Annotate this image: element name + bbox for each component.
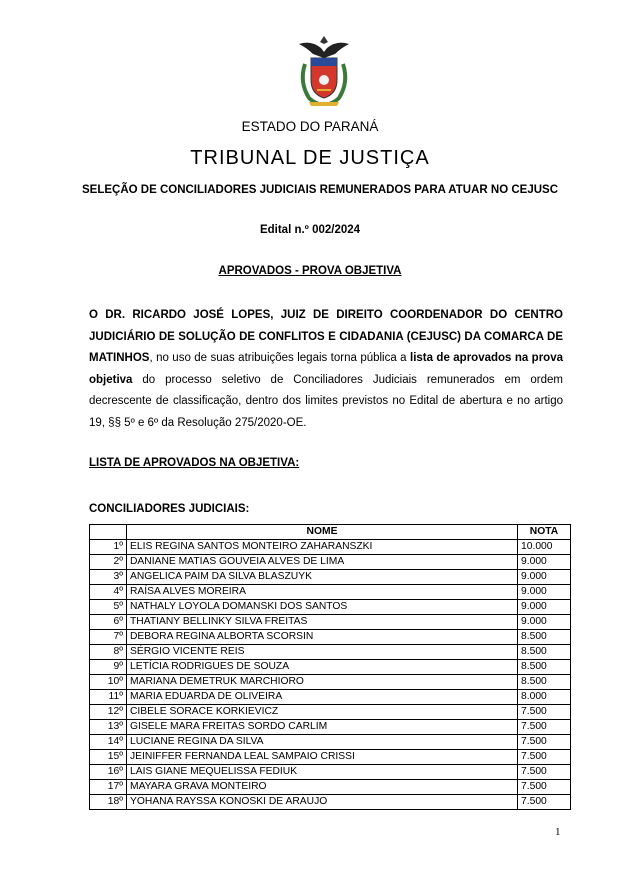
name-cell: MARIA EDUARDA DE OLIVEIRA <box>127 690 518 705</box>
rank-cell: 15º <box>90 750 127 765</box>
name-cell: JEINIFFER FERNANDA LEAL SAMPAIO CRISSI <box>127 750 518 765</box>
rank-cell: 10º <box>90 675 127 690</box>
edital-number: Edital n.º 002/2024 <box>259 224 361 236</box>
table-row <box>90 600 571 615</box>
score-cell: 8.500 <box>518 630 571 645</box>
judge-intro: O DR. RICARDO JOSÉ LOPES, JUIZ DE DIREITO COORDENADOR DO CENTRO JUDICIÁRIO DE SOLUÇÃO DE CONFLITOS E CIDADANIA (CEJUSC) DA COMARCA DE MATINHOS <box>89 309 563 365</box>
parana-coat-of-arms-logo <box>295 34 353 108</box>
list-heading: LISTA DE APROVADOS NA OBJETIVA: <box>89 457 300 469</box>
name-cell: LAIS GIANE MEQUELISSA FEDIUK <box>127 765 518 780</box>
rank-cell: 9º <box>90 660 127 675</box>
table-row <box>90 735 571 750</box>
name-cell: NATHALY LOYOLA DOMANSKI DOS SANTOS <box>127 600 518 615</box>
score-cell: 8.500 <box>518 660 571 675</box>
name-cell: ELIS REGINA SANTOS MONTEIRO ZAHARANSZKI <box>127 540 518 555</box>
name-cell: MARIANA DEMETRUK MARCHIORO <box>127 675 518 690</box>
table-row <box>90 690 571 705</box>
table-row <box>90 720 571 735</box>
score-cell: 8.500 <box>518 645 571 660</box>
rank-cell: 8º <box>90 645 127 660</box>
table-row <box>90 795 571 810</box>
conciliators-heading: CONCILIADORES JUDICIAIS: <box>89 503 250 515</box>
name-cell: YOHANA RAYSSA KONOSKI DE ARAUJO <box>127 795 518 810</box>
score-cell: 10.000 <box>518 540 571 555</box>
table-row <box>90 615 571 630</box>
paragraph-text-2: do processo seletivo de Conciliadores Judiciais remunerados em ordem decrescente de classificação, dentro dos limites previstos no Edital de abertura e no artigo 19, §§ 5º e 6º da Resolução 275/2020-OE. <box>89 373 563 429</box>
score-cell: 9.000 <box>518 615 571 630</box>
score-cell: 7.500 <box>518 750 571 765</box>
rank-cell: 12º <box>90 705 127 720</box>
table-row <box>90 555 571 570</box>
name-cell: LUCIANE REGINA DA SILVA <box>127 735 518 750</box>
name-cell: RAÍSA ALVES MOREIRA <box>127 585 518 600</box>
name-cell: DANIANE MATIAS GOUVEIA ALVES DE LIMA <box>127 555 518 570</box>
rank-cell: 2º <box>90 555 127 570</box>
paragraph-text-1: , no uso de suas atribuições legais torna pública a <box>149 352 410 365</box>
rank-cell: 17º <box>90 780 127 795</box>
approved-table <box>89 524 571 810</box>
rank-cell: 3º <box>90 570 127 585</box>
score-cell: 8.000 <box>518 690 571 705</box>
score-header: NOTA <box>518 525 571 540</box>
rank-cell: 7º <box>90 630 127 645</box>
score-cell: 7.500 <box>518 780 571 795</box>
score-cell: 9.000 <box>518 555 571 570</box>
rank-cell: 11º <box>90 690 127 705</box>
rank-cell: 5º <box>90 600 127 615</box>
table-row <box>90 540 571 555</box>
rank-cell: 4º <box>90 585 127 600</box>
table-row <box>90 570 571 585</box>
state-name: ESTADO DO PARANÁ <box>241 119 379 134</box>
score-cell: 7.500 <box>518 765 571 780</box>
rank-cell: 16º <box>90 765 127 780</box>
name-cell: DEBORA REGINA ALBORTA SCORSIN <box>127 630 518 645</box>
announcement-paragraph <box>89 305 563 435</box>
score-cell: 7.500 <box>518 705 571 720</box>
table-row <box>90 585 571 600</box>
court-name: TRIBUNAL DE JUSTIÇA <box>190 147 430 169</box>
score-cell: 9.000 <box>518 600 571 615</box>
list-emphasis: lista de aprovados na prova objetiva <box>89 352 563 386</box>
table-row <box>90 705 571 720</box>
name-cell: ANGELICA PAIM DA SILVA BLASZUYK <box>127 570 518 585</box>
score-cell: 7.500 <box>518 735 571 750</box>
rank-cell: 13º <box>90 720 127 735</box>
table-row <box>90 750 571 765</box>
name-cell: SÉRGIO VICENTE REIS <box>127 645 518 660</box>
selection-title: SELEÇÃO DE CONCILIADORES JUDICIAIS REMUNERADOS PARA ATUAR NO CEJUSC <box>81 184 558 196</box>
approved-heading: APROVADOS - PROVA OBJETIVA <box>218 265 402 277</box>
score-cell: 9.000 <box>518 585 571 600</box>
table-header-row <box>90 525 571 540</box>
table-row <box>90 660 571 675</box>
rank-cell: 6º <box>90 615 127 630</box>
name-cell: LETÍCIA RODRIGUES DE SOUZA <box>127 660 518 675</box>
name-cell: THATIANY BELLINKY SILVA FREITAS <box>127 615 518 630</box>
rank-cell: 18º <box>90 795 127 810</box>
score-cell: 9.000 <box>518 570 571 585</box>
rank-cell: 14º <box>90 735 127 750</box>
rank-cell: 1º <box>90 540 127 555</box>
name-cell: MAYARA GRAVA MONTEIRO <box>127 780 518 795</box>
rank-header <box>90 525 127 540</box>
page-number: 1 <box>555 826 561 838</box>
score-cell: 7.500 <box>518 795 571 810</box>
name-header: NOME <box>127 525 518 540</box>
score-cell: 7.500 <box>518 720 571 735</box>
table-row <box>90 645 571 660</box>
score-cell: 8.500 <box>518 675 571 690</box>
name-cell: GISELE MARA FREITAS SORDO CARLIM <box>127 720 518 735</box>
name-cell: CIBELE SORACE KORKIEVICZ <box>127 705 518 720</box>
table-row <box>90 765 571 780</box>
table-row <box>90 675 571 690</box>
table-row <box>90 630 571 645</box>
table-row <box>90 780 571 795</box>
